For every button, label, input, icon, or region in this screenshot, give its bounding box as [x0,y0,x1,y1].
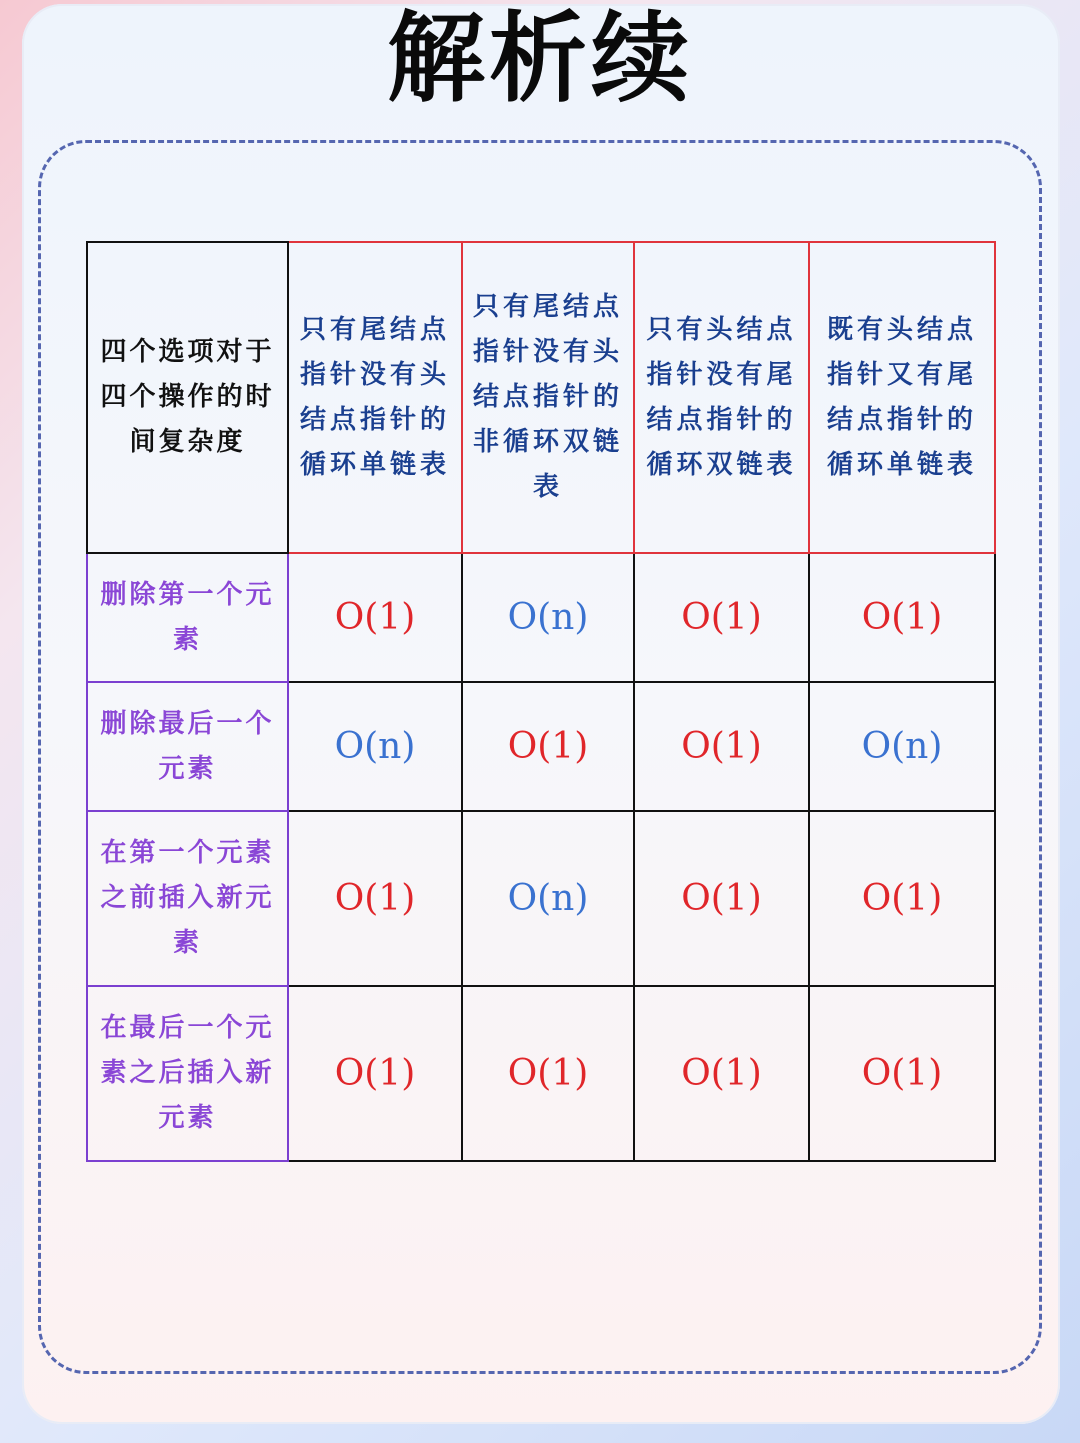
complexity-cell: O(1) [288,986,462,1161]
row-header: 在第一个元素之前插入新元素 [87,811,288,986]
complexity-cell: O(1) [809,553,995,682]
corner-header: 四个选项对于四个操作的时间复杂度 [87,242,288,553]
complexity-cell: O(1) [462,986,634,1161]
complexity-cell: O(1) [809,811,995,986]
complexity-cell: O(n) [288,682,462,811]
header-row [87,242,995,553]
complexity-cell: O(1) [634,811,809,986]
complexity-cell: O(1) [288,553,462,682]
page-title: 解析续 [386,2,693,116]
complexity-cell: O(1) [288,811,462,986]
column-header: 只有尾结点指针没有头结点指针的非循环双链表 [462,242,634,553]
row-header: 删除第一个元素 [87,553,288,682]
column-header: 只有头结点指针没有尾结点指针的循环双链表 [634,242,809,553]
complexity-cell: O(1) [809,986,995,1161]
complexity-cell: O(1) [634,682,809,811]
complexity-cell: O(1) [634,986,809,1161]
complexity-cell: O(n) [462,553,634,682]
complexity-cell: O(1) [634,553,809,682]
row-header: 删除最后一个元素 [87,682,288,811]
table-row [87,986,995,1161]
column-header: 只有尾结点指针没有头结点指针的循环单链表 [288,242,462,553]
table-row [87,682,995,811]
column-header: 既有头结点指针又有尾结点指针的循环单链表 [809,242,995,553]
complexity-cell: O(n) [809,682,995,811]
table-row [87,553,995,682]
complexity-cell: O(1) [462,682,634,811]
row-header: 在最后一个元素之后插入新元素 [87,986,288,1161]
complexity-table [86,241,996,1162]
table-row [87,811,995,986]
complexity-cell: O(n) [462,811,634,986]
